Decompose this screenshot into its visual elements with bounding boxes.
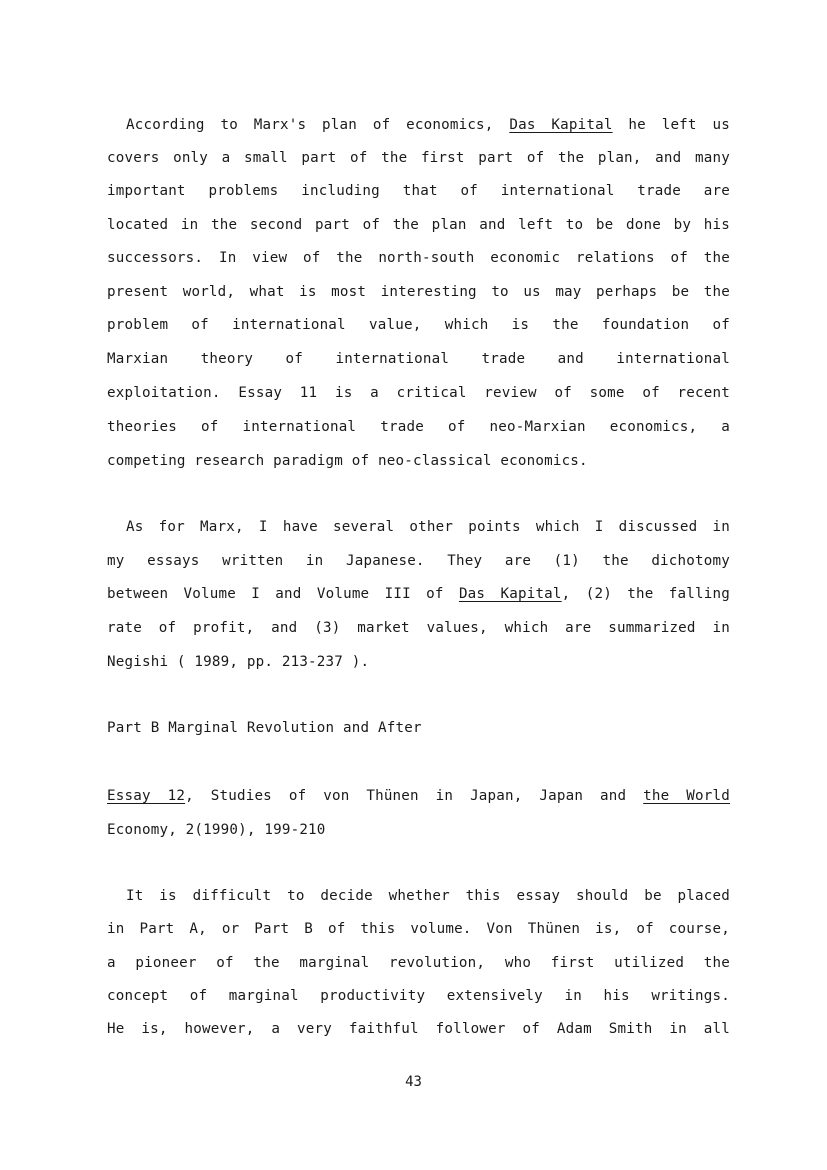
essay-entry-line-2: Economy, 2(1990), 199-210	[107, 822, 326, 838]
essay-label: Essay 12	[107, 788, 186, 804]
paragraph-1-line-8: Marxian theory of international trade and international	[107, 351, 730, 367]
das-kapital-title: Das Kapital	[509, 117, 613, 133]
paragraph-1-line-9: exploitation. Essay 11 is a critical review of some of recent	[107, 385, 730, 401]
paragraph-3-line-4: concept of marginal productivity extensively in his writings.	[107, 988, 730, 1004]
paragraph-2-line-1: As for Marx, I have several other points which I discussed in	[126, 519, 730, 535]
paragraph-2-line-4: rate of profit, and (3) market values, which are summarized in	[107, 620, 730, 636]
essay-entry-line-1: Essay 12, Studies of von Thünen in Japan, Japan and the World	[107, 788, 730, 804]
paragraph-1-line-7: problem of international value, which is the foundation of	[107, 317, 730, 333]
paragraph-1-line-10: theories of international trade of neo-Marxian economics, a	[107, 419, 730, 435]
paragraph-1-line-3: important problems including that of international trade are	[107, 183, 730, 199]
paragraph-1-line-1: According to Marx's plan of economics, Das Kapital he left us	[126, 117, 730, 133]
paragraph-3-line-1: It is difficult to decide whether this essay should be placed	[126, 888, 730, 904]
paragraph-1-line-5: successors. In view of the north-south economic relations of the	[107, 250, 730, 266]
paragraph-2-line-3: between Volume I and Volume III of Das Kapital, (2) the falling	[107, 586, 730, 602]
paragraph-3-line-3: a pioneer of the marginal revolution, who first utilized the	[107, 955, 730, 971]
journal-title: the World	[643, 788, 730, 804]
das-kapital-title-2: Das Kapital	[458, 586, 562, 602]
paragraph-1-line-2: covers only a small part of the first part of the plan, and many	[107, 150, 730, 166]
paragraph-3-line-2: in Part A, or Part B of this volume. Von Thünen is, of course,	[107, 921, 730, 937]
paragraph-2-line-2: my essays written in Japanese. They are (1) the dichotomy	[107, 553, 730, 569]
page-number: 43	[405, 1074, 422, 1090]
paragraph-2-line-5: Negishi ( 1989, pp. 213-237 ).	[107, 654, 370, 670]
section-heading: Part B Marginal Revolution and After	[107, 720, 422, 736]
paragraph-1-line-11: competing research paradigm of neo-classical economics.	[107, 453, 588, 469]
paragraph-1-line-6: present world, what is most interesting to us may perhaps be the	[107, 284, 730, 300]
paragraph-1-line-4: located in the second part of the plan and left to be done by his	[107, 217, 730, 233]
paragraph-3-line-5: He is, however, a very faithful follower of Adam Smith in all	[107, 1021, 730, 1037]
